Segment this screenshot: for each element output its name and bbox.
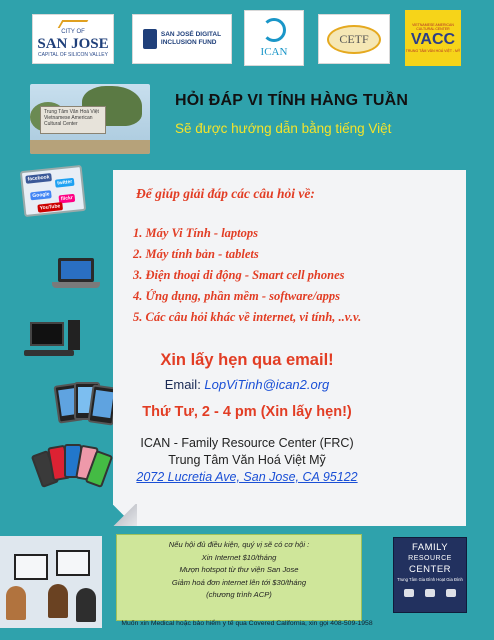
social-media-icon: facebook Google twitter flickr YouTube [20,165,86,217]
topic-item: 1. Máy Vi Tính - laptops [133,226,259,240]
cetf-logo: CETF [318,14,390,64]
topic-item: 5. Các câu hỏi khác về internet, vi tính, ..v.v. [133,310,362,324]
address-link[interactable]: 2072 Lucretia Ave, San Jose, CA 95122 [136,470,358,484]
ican-figure-icon [262,18,286,42]
building-photo [30,84,150,154]
laptop-icon [58,258,94,282]
digital-inclusion-mark-icon [143,29,157,49]
topic-item: 3. Điện thoại di động - Smart cell phones [133,268,345,282]
eligibility-item: Giảm hoá đơn internet lên tới $30/tháng [171,577,307,587]
building-sign: Trung Tâm Văn Hoá Việt Vietnamese American Cultural Center [40,106,106,134]
eligibility-intro: Nếu hội đủ điều kiện, quý vị sẽ có cơ hội : [168,540,310,549]
email-line [0,377,494,392]
topics-list [133,223,453,328]
family-resource-center-logo: FAMILY RESOURCE CENTER Trung Tâm Gia Đình Hoạt Gia Đình [393,537,467,613]
footer-note: Muốn xin Medical hoặc bảo hiểm y tế qua Covered California, xin gọi 408-509-1958 [121,620,373,627]
booking-heading: Xin lấy hẹn qua email! [160,351,334,369]
vacc-logo: VIETNAMESE AMERICAN CULTURAL CENTER VACC TRUNG TÂM VĂN HOÁ VIỆT - MỸ [405,10,461,66]
san-jose-logo: CITY OF SAN JOSE CAPITAL OF SILICON VALLEY [32,14,114,64]
digital-inclusion-fund-logo: SAN JOSÉ DIGITAL INCLUSION FUND [132,14,232,64]
topics-intro: Để giúp giải đáp các câu hỏi về: [136,186,315,201]
san-jose-roof-icon [58,20,89,28]
eligibility-item: Xin Internet $10/tháng [201,552,277,562]
topic-item: 2. Máy tính bản - tablets [133,247,259,261]
partner-logo-icon [425,589,435,597]
center-name-vietnamese: Trung Tâm Văn Hoá Việt Mỹ [168,453,326,467]
topic-item: 4. Ứng dụng, phần mềm - software/apps [133,289,340,303]
eligibility-box [116,534,362,621]
partner-logo-icon [404,589,414,597]
partner-logo-icon [446,589,456,597]
email-label: Email: [164,377,205,392]
eligibility-item: Mượn hotspot từ thư viện San Jose [179,565,299,574]
page-title: HỎI ĐÁP VI TÍNH HÀNG TUẦN [175,92,409,109]
ican-logo: ICAN [244,10,304,66]
email-link[interactable]: LopViTinh@ican2.org [204,377,330,392]
computer-lab-photo [0,536,102,628]
center-name: ICAN - Family Resource Center (FRC) [140,436,354,450]
paper-curl [113,504,137,526]
schedule-text: Thứ Tư, 2 - 4 pm (Xin lấy hẹn!) [142,404,352,420]
eligibility-item: (chương trình ACP) [206,590,272,599]
desktop-computer-icon [30,322,64,346]
page-subtitle: Sẽ được hướng dẫn bằng tiếng Việt [175,121,392,136]
